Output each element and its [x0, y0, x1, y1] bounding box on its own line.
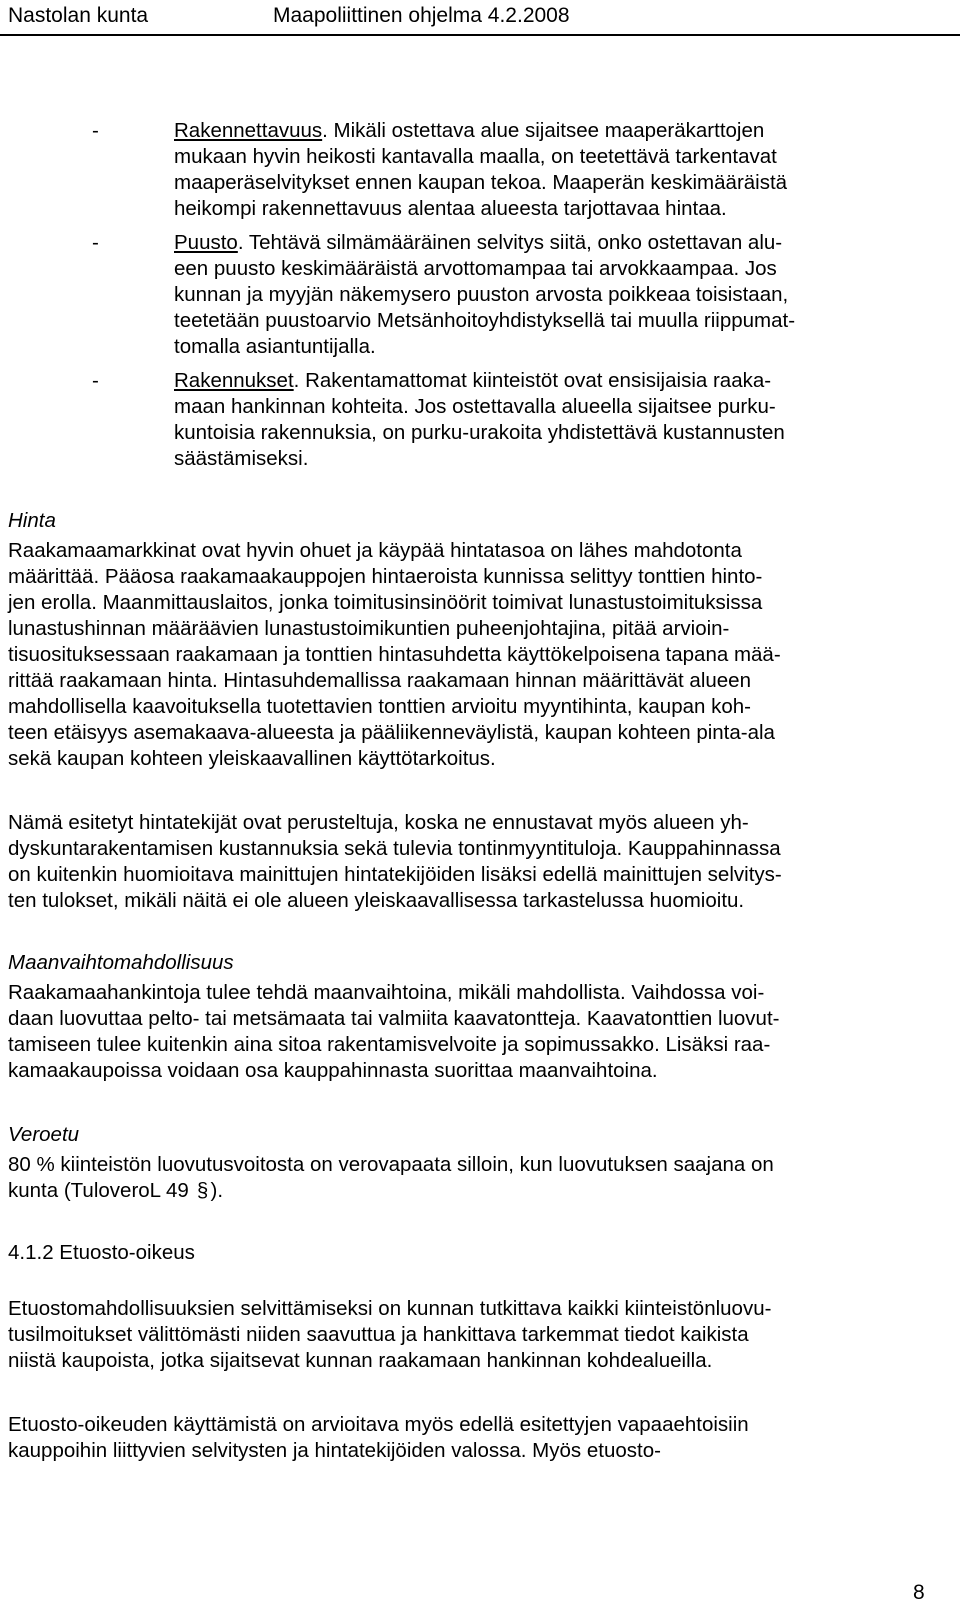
etuosto-text-line: niistä kaupoista, jotka sijaitsevat kunnan raakamaan hankinnan kohdealueilla.: [8, 1349, 713, 1372]
header-divider: [0, 34, 960, 36]
section-sign: §: [196, 1179, 209, 1202]
bullet-text-line: kunnan ja myyjän näkemysero puuston arvosta poikkeaa toisistaan,: [174, 283, 789, 306]
bullet-text-line: teetetään puustoarvio Metsänhoitoyhdistyksellä tai muulla riippumat-: [174, 309, 796, 332]
section-heading-etuosto-oikeus: 4.1.2 Etuosto-oikeus: [8, 1241, 195, 1264]
hinta-text-line: Nämä esitetyt hintatekijät ovat perusteltuja, koska ne ennustavat myös alueen yh-: [8, 811, 749, 834]
hinta-text-line: sekä kaupan kohteen yleiskaavallinen käyttötarkoitus.: [8, 747, 496, 770]
hinta-text-line: tisuosituksessaan raakamaan ja tonttien hintasuhdetta käyttökelpoisena tapana mää-: [8, 643, 781, 666]
hinta-text-line: mahdollisella kaavoituksella tuotettavien tonttien arvioitu myyntihinta, kaupan koh-: [8, 695, 751, 718]
etuosto-text-line: tusilmoitukset välittömästi niiden saavuttua ja hankittava tarkemmat tiedot kaikista: [8, 1323, 749, 1346]
hinta-text-line: jen erolla. Maanmittauslaitos, jonka toimitusinsinöörit toimivat lunastustoimituksissa: [8, 591, 763, 614]
term-rakennettavuus: Rakennettavuus: [174, 119, 323, 142]
veroetu-text-line: 80 % kiinteistön luovutusvoitosta on verovapaata silloin, kun luovutuksen saajana on: [8, 1153, 774, 1176]
bullet-text-line: säästämiseksi.: [174, 447, 309, 470]
hinta-text-line: Raakamaamarkkinat ovat hyvin ohuet ja käypää hintatasoa on lähes mahdotonta: [8, 539, 742, 562]
heading-hinta: Hinta: [8, 509, 56, 532]
heading-veroetu: Veroetu: [8, 1123, 80, 1146]
bullet-text-line: maaperäselvitykset ennen kaupan tekoa. Maaperän keskimääräistä: [174, 171, 788, 194]
bullet-text-line: een puusto keskimääräistä arvottomampaa tai arvokkaampaa. Jos: [174, 257, 777, 280]
bullet-text: . Mikäli ostettava alue sijaitsee maaperäkarttojen: [322, 119, 765, 142]
bullet-text: . Rakentamattomat kiinteistöt ovat ensisijaisia raaka-: [293, 369, 772, 392]
maanvaihto-text-line: tamiseen tulee kuitenkin aina sitoa rakentamisvelvoite ja sopimussakko. Lisäksi raa-: [8, 1033, 771, 1056]
header-municipality: Nastolan kunta: [8, 4, 149, 27]
hinta-text-line: on kuitenkin huomioitava mainittujen hintatekijöiden lisäksi edellä mainittujen selvitys-: [8, 863, 782, 886]
bullet-dash: -: [92, 369, 99, 392]
veroetu-text: kunta (TuloveroL 49: [8, 1179, 195, 1202]
hinta-text-line: ten tulokset, mikäli näitä ei ole alueen yleiskaavallisessa tarkastelussa huomioitu.: [8, 889, 745, 912]
bullet-text: . Tehtävä silmämääräinen selvitys siitä, onko ostettavan alu-: [237, 231, 783, 254]
term-puusto: Puusto: [174, 231, 238, 254]
bullet-text-line: kuntoisia rakennuksia, on purku-urakoita yhdistettävä kustannusten: [174, 421, 785, 444]
veroetu-text: ).: [210, 1179, 224, 1202]
header-document-title: Maapoliittinen ohjelma 4.2.2008: [273, 4, 570, 27]
bullet-dash: -: [92, 231, 99, 254]
heading-maanvaihtomahdollisuus: Maanvaihtomahdollisuus: [8, 951, 234, 974]
bullet-text-line: mukaan hyvin heikosti kantavalla maalla, on teetettävä tarkentavat: [174, 145, 777, 168]
bullet-rakennukset-line: [174, 368, 771, 394]
maanvaihto-text-line: daan luovuttaa pelto- tai metsämaata tai valmiita kaavatontteja. Kaavatonttien luovut-: [8, 1007, 780, 1030]
bullet-puusto-line: [174, 230, 782, 256]
bullet-text-line: tomalla asiantuntijalla.: [174, 335, 376, 358]
hinta-text-line: lunastushinnan määräävien lunastustoimikuntien puheenjohtajina, pitää arvioin-: [8, 617, 730, 640]
etuosto-text-line: Etuostomahdollisuuksien selvittämiseksi on kunnan tutkittava kaikki kiinteistönluovu-: [8, 1297, 772, 1320]
page-number: 8: [913, 1581, 925, 1604]
page-header: [0, 0, 960, 34]
maanvaihto-text-line: kamaakaupoissa voidaan osa kauppahinnasta suorittaa maanvaihtoina.: [8, 1059, 658, 1082]
bullet-dash: -: [92, 119, 99, 142]
bullet-text-line: maan hankinnan kohteita. Jos ostettavalla alueella sijaitsee purku-: [174, 395, 776, 418]
veroetu-text-line: [8, 1178, 223, 1204]
hinta-text-line: rittää raakamaan hinta. Hintasuhdemallissa raakamaan hinnan määrittävät alueen: [8, 669, 751, 692]
term-rakennukset: Rakennukset: [174, 369, 294, 392]
maanvaihto-text-line: Raakamaahankintoja tulee tehdä maanvaihtoina, mikäli mahdollista. Vaihdossa voi-: [8, 981, 765, 1004]
bullet-rakennettavuus-line: [174, 118, 764, 144]
hinta-text-line: määrittää. Pääosa raakamaakauppojen hintaeroista kunnissa selittyy tonttien hinto-: [8, 565, 763, 588]
hinta-text-line: dyskuntarakentamisen kustannuksia sekä tulevia tontinmyyntituloja. Kauppahinnassa: [8, 837, 781, 860]
etuosto-text-line: Etuosto-oikeuden käyttämistä on arvioitava myös edellä esitettyjen vapaaehtoisiin: [8, 1413, 749, 1436]
etuosto-text-line: kauppoihin liittyvien selvitysten ja hintatekijöiden valossa. Myös etuosto-: [8, 1439, 661, 1462]
bullet-text-line: heikompi rakennettavuus alentaa alueesta tarjottavaa hintaa.: [174, 197, 727, 220]
hinta-text-line: teen etäisyys asemakaava-alueesta ja pääliikenneväylistä, kaupan kohteen pinta-ala: [8, 721, 775, 744]
